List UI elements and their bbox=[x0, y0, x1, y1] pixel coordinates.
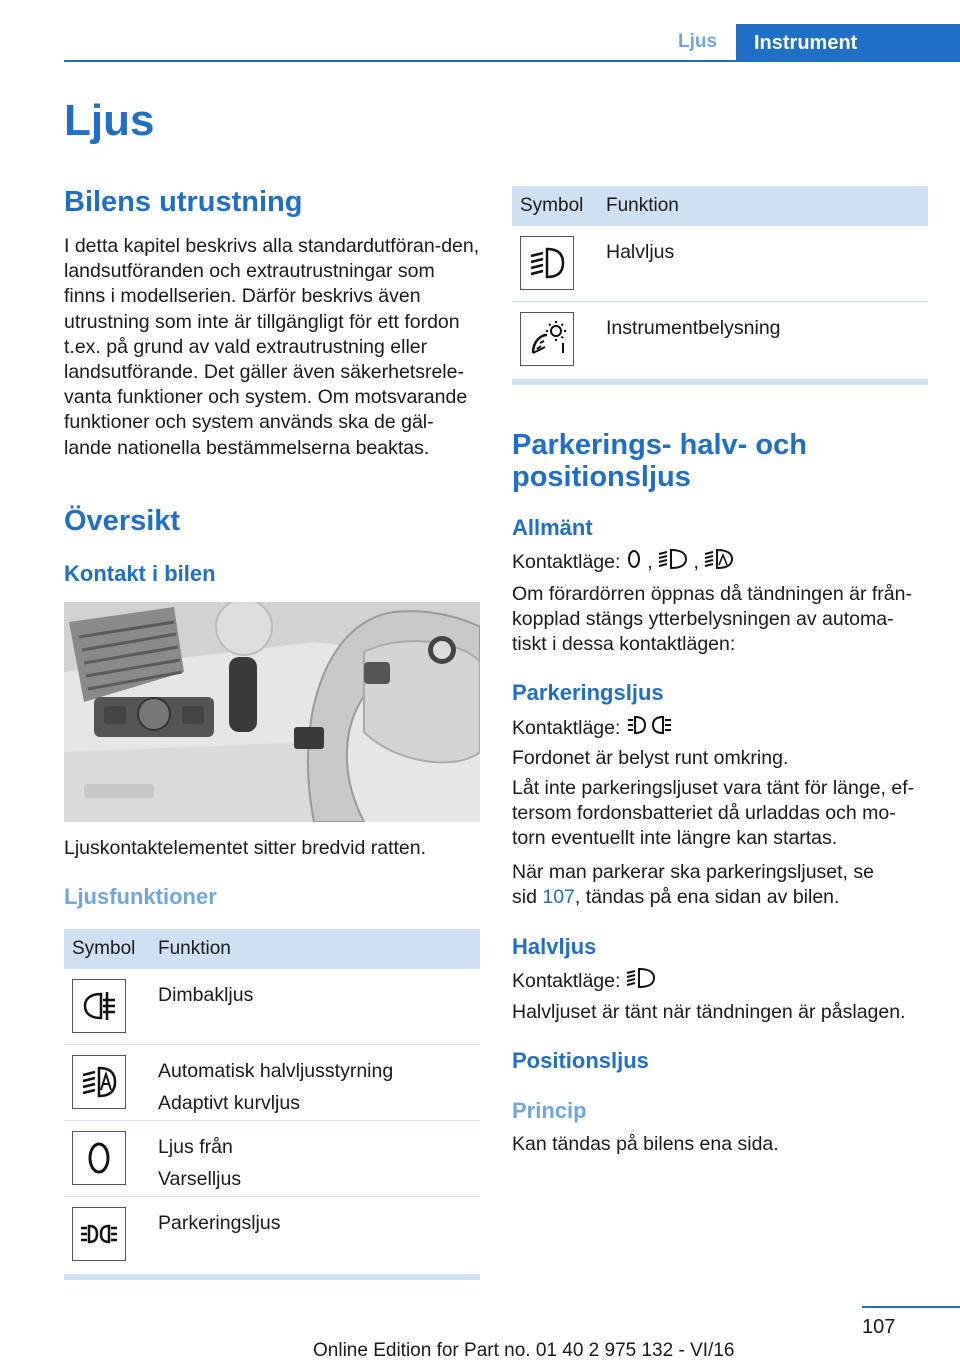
function-label: Adaptivt kurvljus bbox=[158, 1092, 300, 1114]
parking-lights-icon bbox=[626, 714, 674, 743]
equipment-heading: Bilens utrustning bbox=[64, 186, 303, 218]
text-fragment: När man parkerar ska parkeringsljuset, se bbox=[512, 861, 874, 883]
text-fragment: , tändas på ena sidan av bilen. bbox=[574, 886, 840, 909]
light-functions-table-continued bbox=[512, 186, 928, 385]
equipment-text: I detta kapitel beskrivs alla standardutföran-den, landsutföranden och extrautrustningar som finns i modellserien. Därför beskrivs även utrustning som inte är tillgängligt för ett fordon t.ex. på grund av vald extrautrustning eller landsutförande. Det gäller även säkerhetsrele-vanta funktioner och system. Om motsvarande funktioner och system används ska de gäl-lande nationella bestämmelserna beaktas. bbox=[64, 235, 480, 459]
overview-heading: Översikt bbox=[64, 505, 181, 537]
low-beam-icon bbox=[520, 236, 574, 290]
position-label: Kontaktläge: bbox=[512, 969, 621, 992]
light-functions-table bbox=[64, 929, 480, 1280]
functions-heading: Ljusfunktioner bbox=[64, 884, 217, 909]
auto-headlight-icon bbox=[704, 548, 734, 577]
table-header bbox=[64, 929, 480, 969]
low-beam-position-line bbox=[512, 967, 928, 996]
lights-off-icon bbox=[626, 548, 642, 577]
low-beam-icon bbox=[658, 548, 688, 577]
page-title: Ljus bbox=[64, 96, 155, 145]
header-rule bbox=[64, 60, 960, 62]
parking-heading: Parkerings- halv- och positionsljus bbox=[512, 429, 807, 493]
switch-heading: Kontakt i bilen bbox=[64, 561, 216, 586]
rear-fog-light-icon bbox=[72, 979, 126, 1033]
col-function: Funktion bbox=[606, 195, 679, 216]
online-edition: Online Edition for Part no. 01 40 2 975 132 - VI/16 bbox=[313, 1340, 735, 1361]
col-symbol: Symbol bbox=[520, 195, 584, 216]
parking-text-1: Fordonet är belyst runt omkring. bbox=[512, 747, 789, 769]
parking-text-3 bbox=[512, 860, 928, 910]
low-beam-text: Halvljuset är tänt när tändningen är påslagen. bbox=[512, 1001, 906, 1023]
function-label: Halvljus bbox=[606, 241, 675, 263]
position-label: Kontaktläge: bbox=[512, 550, 621, 573]
low-beam-heading: Halvljus bbox=[512, 934, 597, 959]
page-link[interactable]: 107 bbox=[542, 886, 575, 909]
principle-text: Kan tändas på bilens ena sida. bbox=[512, 1133, 779, 1155]
table-row bbox=[64, 1197, 480, 1275]
position-lights-heading: Positionsljus bbox=[512, 1048, 649, 1073]
function-label: Automatisk halvljusstyrning bbox=[158, 1060, 394, 1082]
function-label: Instrumentbelysning bbox=[606, 317, 781, 339]
col-function: Funktion bbox=[158, 938, 231, 959]
function-label: Dimbakljus bbox=[158, 984, 254, 1006]
function-label: Ljus från bbox=[158, 1136, 233, 1158]
parking-position-line bbox=[512, 714, 928, 743]
header-section: Ljus bbox=[678, 31, 718, 52]
table-row bbox=[512, 226, 928, 302]
page-number: 107 bbox=[862, 1316, 896, 1338]
table-row bbox=[64, 1121, 480, 1197]
lights-off-icon bbox=[72, 1131, 126, 1185]
table-row bbox=[64, 1045, 480, 1121]
photo-caption: Ljuskontaktelementet sitter bredvid ratten. bbox=[64, 837, 427, 859]
parking-lights-heading: Parkeringsljus bbox=[512, 680, 664, 705]
footer-rule bbox=[862, 1306, 960, 1308]
general-text: Om förardörren öppnas då tändningen är från-kopplad stängs ytterbelysningen av automa-tiskt i dessa kontaktlägen: bbox=[512, 583, 912, 656]
light-switch-photo bbox=[64, 602, 480, 822]
header-chapter-tab[interactable]: Instrument bbox=[736, 24, 960, 62]
general-position-line: Kontaktläge: , , bbox=[512, 548, 928, 577]
function-label: Varselljus bbox=[158, 1168, 242, 1190]
col-symbol: Symbol bbox=[72, 938, 136, 959]
low-beam-icon bbox=[626, 967, 656, 996]
instrument-lighting-icon bbox=[520, 312, 574, 366]
parking-lights-icon bbox=[72, 1207, 126, 1261]
position-label: Kontaktläge: bbox=[512, 716, 621, 739]
parking-text-2: Låt inte parkeringsljuset vara tänt för länge, ef-tersom fordonsbatteriet då urladdas och mo-torn eventuellt inte längre kan startas. bbox=[512, 777, 915, 850]
table-row bbox=[64, 969, 480, 1045]
general-heading: Allmänt bbox=[512, 515, 593, 540]
auto-headlight-icon bbox=[72, 1055, 126, 1109]
principle-heading: Princip bbox=[512, 1098, 587, 1123]
function-label: Parkeringsljus bbox=[158, 1212, 281, 1234]
text-fragment: sid bbox=[512, 886, 537, 909]
table-row bbox=[512, 302, 928, 380]
table-header bbox=[512, 186, 928, 226]
